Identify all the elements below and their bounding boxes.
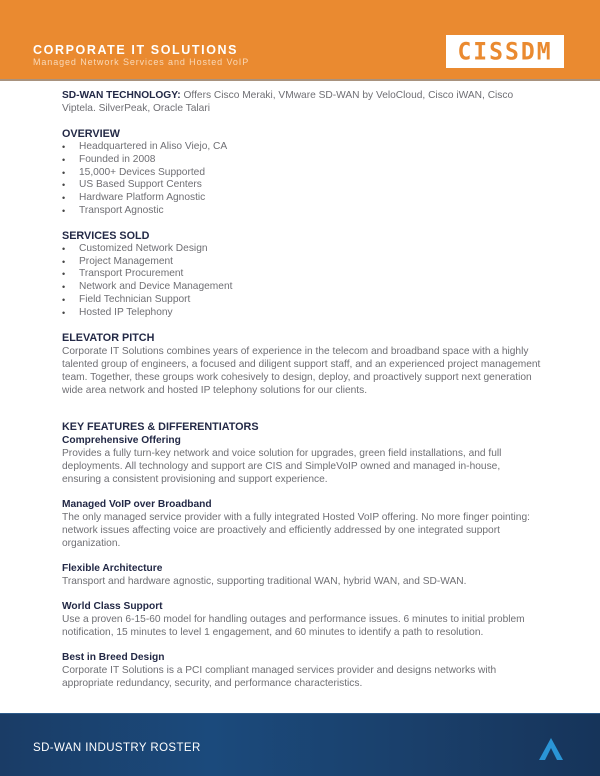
list-item: • Customized Network Design (62, 243, 542, 256)
feature-title: Flexible Architecture (62, 562, 163, 574)
chevron-up-logo-icon (538, 737, 564, 761)
feature-text: Corporate IT Solutions is a PCI compliant managed services provider and designs networks with appropriate redundancy, security, and performance characteristics. (62, 664, 497, 689)
feature-text: Transport and hardware agnostic, supporting traditional WAN, hybrid WAN, and SD-WAN. (62, 575, 467, 587)
feature-item (62, 562, 542, 588)
company-logo (446, 35, 564, 68)
services-list (62, 243, 542, 320)
list-item: • Hardware Platform Agnostic (62, 192, 542, 205)
services-heading: SERVICES SOLD (62, 229, 150, 242)
key-features-section (62, 421, 542, 690)
feature-title: Best in Breed Design (62, 651, 165, 663)
overview-section (62, 128, 542, 218)
overview-list (62, 141, 542, 218)
list-item: • Network and Device Management (62, 281, 542, 294)
services-section (62, 230, 542, 320)
logo-text: CISSDM (457, 37, 553, 66)
feature-text: Use a proven 6-15-60 model for handling outages and performance issues. 6 minutes to initial problem notification, 15 minutes to level 1 engagement, and 60 minutes to identify a path to resolution. (62, 613, 525, 638)
sdwan-technology-text: Offers Cisco Meraki, VMware SD-WAN by VeloCloud, Cisco iWAN, Cisco Viptela. SilverPeak, Oracle Talari (62, 90, 514, 114)
elevator-pitch-heading: ELEVATOR PITCH (62, 331, 155, 344)
feature-title: World Class Support (62, 600, 163, 612)
list-item: • Project Management (62, 256, 542, 269)
list-item: • US Based Support Centers (62, 179, 542, 192)
profile-content (62, 89, 542, 702)
feature-text: Provides a fully turn-key network and voice solution for upgrades, green field installations, and full deployments. All technology and support are CIS and SimpleVoIP owned and managed in-house, ensuring a consistent provisioning and support experience. (62, 447, 502, 485)
sdwan-technology-label: SD-WAN TECHNOLOGY: (62, 90, 181, 101)
feature-title: Managed VoIP over Broadband (62, 498, 212, 510)
feature-item (62, 434, 542, 486)
list-item: • Transport Agnostic (62, 205, 542, 218)
company-name: CORPORATE IT SOLUTIONS (33, 43, 239, 57)
overview-heading: OVERVIEW (62, 128, 120, 140)
footer-title: SD-WAN INDUSTRY ROSTER (33, 742, 201, 754)
feature-item (62, 651, 542, 690)
list-item: • Headquartered in Aliso Viejo, CA (62, 141, 542, 154)
list-item: • Transport Procurement (62, 268, 542, 281)
company-tagline: Managed Network Services and Hosted VoIP (33, 57, 250, 67)
feature-title: Comprehensive Offering (62, 434, 181, 446)
header-divider (0, 79, 600, 81)
sdwan-technology (62, 89, 542, 115)
feature-item (62, 600, 542, 639)
page-header (0, 0, 600, 79)
feature-text: The only managed service provider with a fully integrated Hosted VoIP offering. No more finger pointing: network issues affecting voice are proactively and efficiently addressed by one integrated support organization. (62, 511, 530, 549)
list-item: • Hosted IP Telephony (62, 307, 542, 320)
page-footer (0, 713, 600, 776)
elevator-pitch-section (62, 332, 542, 397)
feature-item (62, 498, 542, 550)
list-item: • Field Technician Support (62, 294, 542, 307)
list-item: • Founded in 2008 (62, 154, 542, 167)
elevator-pitch-text: Corporate IT Solutions combines years of experience in the telecom and broadband space with a highly talented group of engineers, a focused and diligent support staff, and an experienced project management team. Together, these groups work cohesively to design, deploy, and proactively support next generation wide area network and hosted IP telephony solutions for our clients. (62, 345, 541, 396)
key-features-heading: KEY FEATURES & DIFFERENTIATORS (62, 420, 259, 433)
list-item: • 15,000+ Devices Supported (62, 167, 542, 180)
